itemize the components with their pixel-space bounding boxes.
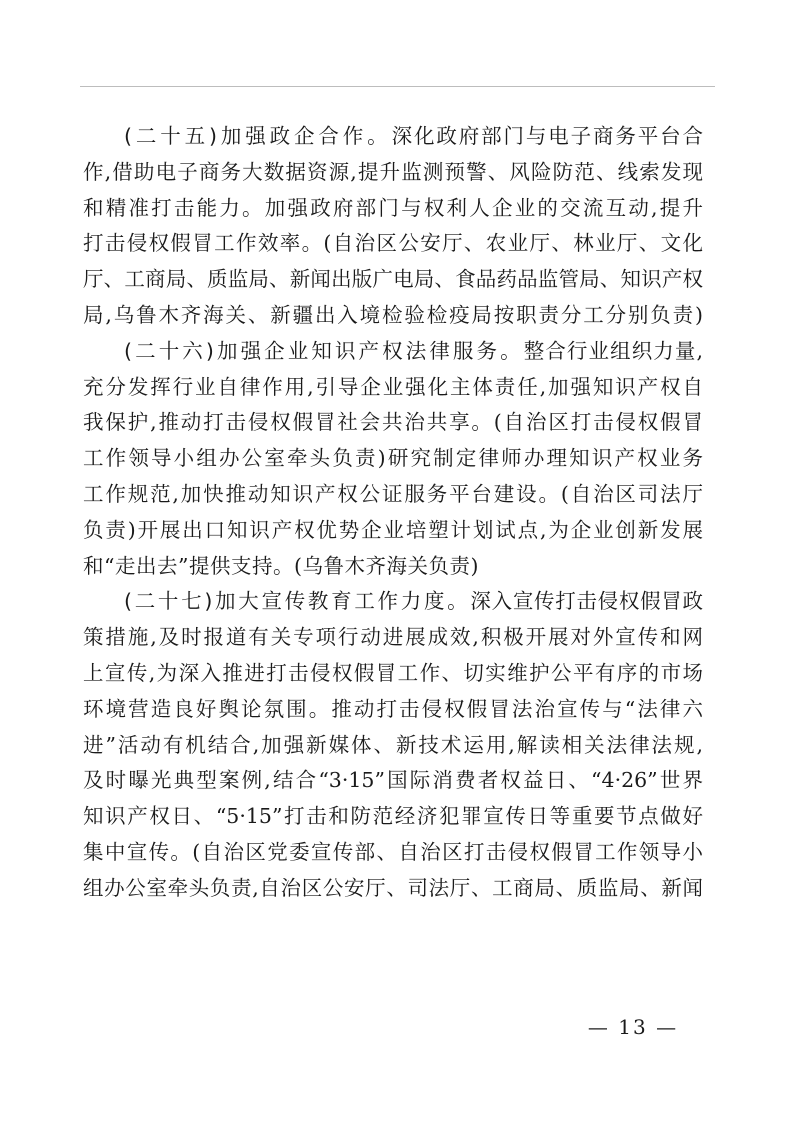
paragraph-text: 深化政府部门与电子商务平台合 bbox=[391, 124, 704, 148]
paragraph-25 bbox=[83, 119, 703, 334]
paragraph-line: 厅、工商局、质监局、新闻出版广电局、食品药品监管局、知识产权 bbox=[83, 267, 703, 292]
page-number: — 13 — bbox=[587, 1015, 679, 1039]
header-rule bbox=[80, 86, 715, 87]
paragraph-line: 充分发挥行业自律作用,引导企业强化主体责任,加强知识产权自 bbox=[83, 374, 703, 399]
paragraph-line: 及时曝光典型案例,结合“3·15”国际消费者权益日、“4·26”世界 bbox=[83, 768, 703, 793]
paragraph-line: 和“走出去”提供支持。(乌鲁木齐海关负责) bbox=[83, 553, 479, 578]
paragraph-line: 和精准打击能力。加强政府部门与权利人企业的交流互动,提升 bbox=[83, 195, 703, 220]
paragraph-line bbox=[83, 119, 703, 155]
paragraph-26 bbox=[83, 334, 703, 585]
paragraph-line: 打击侵权假冒工作效率。(自治区公安厅、农业厅、林业厅、文化 bbox=[83, 231, 703, 256]
paragraph-line: 我保护,推动打击侵权假冒社会共治共享。(自治区打击侵权假冒 bbox=[83, 410, 703, 435]
paragraph-line: 进”活动有机结合,加强新媒体、新技术运用,解读相关法律法规, bbox=[83, 732, 703, 757]
document-body bbox=[83, 119, 703, 907]
paragraph-line bbox=[83, 334, 703, 370]
paragraph-line: 局,乌鲁木齐海关、新疆出入境检验检疫局按职责分工分别负责) bbox=[83, 302, 703, 327]
paragraph-line: 作,借助电子商务大数据资源,提升监测预警、风险防范、线索发现 bbox=[83, 159, 703, 184]
paragraph-line: 环境营造良好舆论氛围。推动打击侵权假冒法治宣传与“法律六 bbox=[83, 696, 703, 721]
paragraph-line: 策措施,及时报道有关专项行动进展成效,积极开展对外宣传和网 bbox=[83, 625, 703, 650]
paragraph-line: 组办公室牵头负责,自治区公安厅、司法厅、工商局、质监局、新闻 bbox=[83, 875, 703, 900]
paragraph-line: 工作领导小组办公室牵头负责)研究制定律师办理知识产权业务 bbox=[83, 446, 703, 471]
paragraph-line: 工作规范,加快推动知识产权公证服务平台建设。(自治区司法厅 bbox=[83, 481, 703, 506]
paragraph-heading: (二十七)加大宣传教育工作力度。 bbox=[124, 589, 471, 614]
paragraph-line: 知识产权日、“5·15”打击和防范经济犯罪宣传日等重要节点做好 bbox=[83, 804, 703, 829]
paragraph-line: 集中宣传。(自治区党委宣传部、自治区打击侵权假冒工作领导小 bbox=[83, 839, 703, 864]
paragraph-27 bbox=[83, 584, 703, 906]
paragraph-heading: (二十六)加强企业知识产权法律服务。 bbox=[124, 338, 524, 363]
paragraph-line: 负责)开展出口知识产权优势企业培塑计划试点,为企业创新发展 bbox=[83, 517, 703, 542]
paragraph-line bbox=[83, 584, 703, 620]
paragraph-line: 上宣传,为深入推进打击侵权假冒工作、切实维护公平有序的市场 bbox=[83, 660, 703, 685]
paragraph-heading: (二十五)加强政企合作。 bbox=[124, 124, 392, 148]
paragraph-text: 整合行业组织力量, bbox=[523, 338, 703, 363]
paragraph-text: 深入宣传打击侵权假冒政 bbox=[470, 589, 704, 614]
